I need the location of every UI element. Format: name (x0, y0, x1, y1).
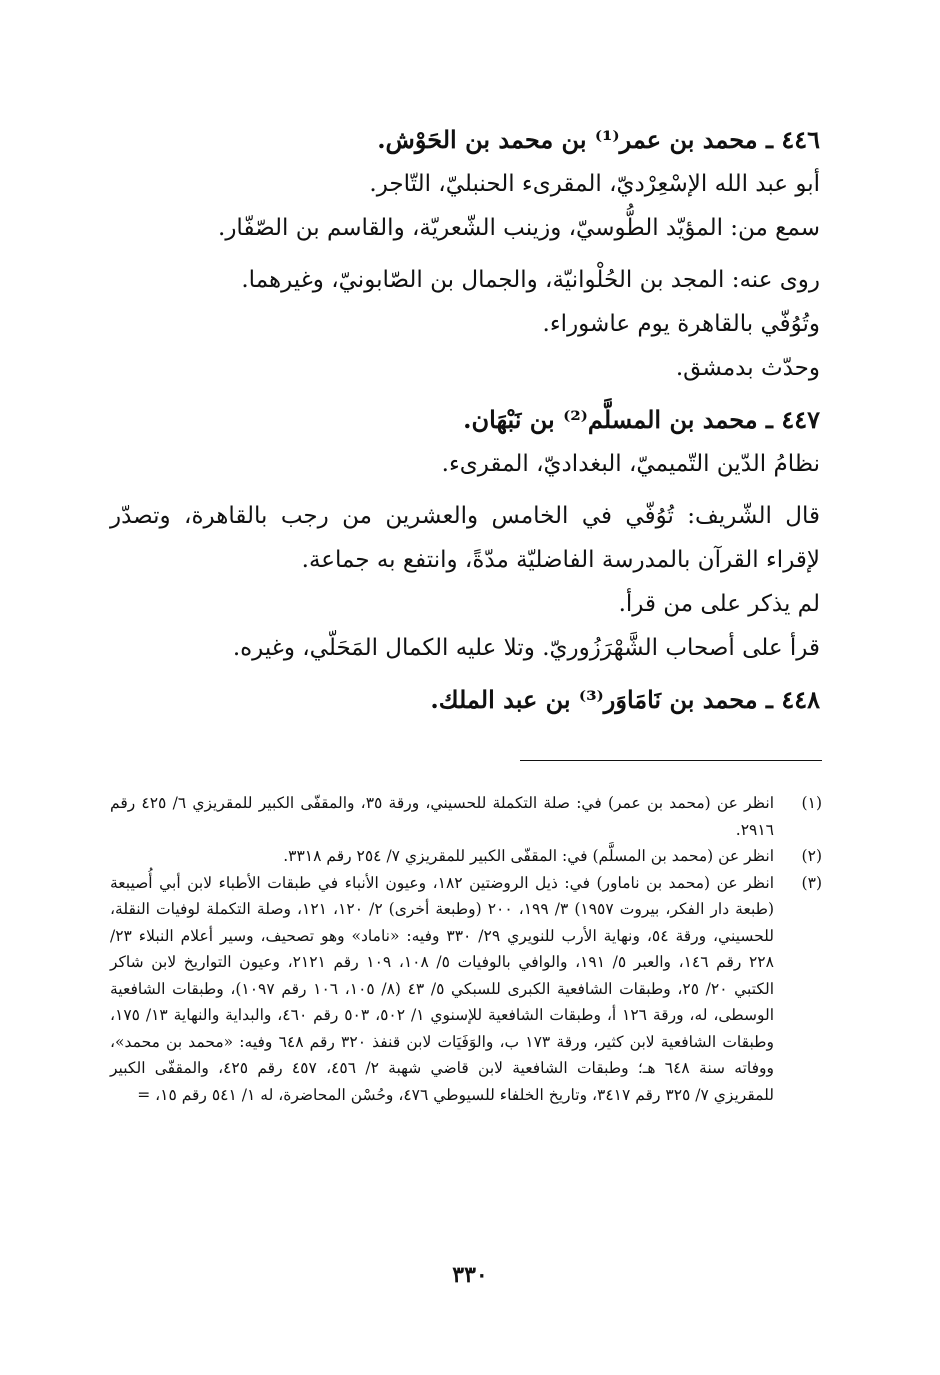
entry-446-line: وتُوُفّي بالقاهرة يوم عاشوراء. (542, 311, 820, 337)
footnote-number: (٣) (801, 873, 822, 892)
entry-heading-446: ٤٤٦ ـ محمد بن عمر⁽¹⁾ بن محمد بن الحَوْش. (377, 125, 820, 154)
entry-447-line: لإقراء القرآن بالمدرسة الفاضليّة مدّةً، وانتفع به جماعة. (301, 547, 820, 573)
page-number: ٣٣٠ (452, 1262, 488, 1288)
entry-446-line: أبو عبد الله الإسْعِرْديّ، المقرىء الحنبليّ، التّاجر. (369, 171, 820, 197)
entry-447-line: قرأ على أصحاب الشَّهْرَزُوريّ. وتلا عليه الكمال المَحَلّي، وغيره. (232, 635, 820, 661)
footnote-number: (٢) (801, 847, 822, 865)
footnote-2 (110, 843, 822, 870)
footnote-text: انظر عن (محمد بن المسلَّم) في: المقفّى الكبير للمقريزي ٧/ ٢٥٤ رقم ٣٣١٨. (283, 847, 774, 865)
footnote-3 (110, 870, 822, 1109)
entry-heading-447: ٤٤٧ ـ محمد بن المسلَّم⁽²⁾ بن نَبْهَان. (463, 405, 820, 434)
footnote-text: انظر عن (محمد بن عمر) في: صلة التكملة للحسيني، ورقة ٣٥، والمقفّى الكبير للمقريزي ٦/ ٤٢٥ رقم ٢٩١٦. (110, 794, 775, 839)
footnotes (110, 790, 822, 1108)
footnote-separator (520, 760, 822, 761)
entry-446-line: روى عنه: المجد بن الحُلْوانيّة، والجمال بن الصّابونيّ، وغيرهما. (241, 267, 820, 293)
entry-447-line: قال الشّريف: تُوُفّي في الخامس والعشرين من رجب بالقاهرة، وتصدّر (110, 503, 820, 529)
entry-446-line: سمع من: المؤيّد الطُّوسيّ، وزينب الشّعريّة، والقاسم بن الصّفّار. (218, 215, 820, 241)
footnote-1 (110, 790, 822, 843)
footnote-number: (١) (801, 794, 822, 812)
footnote-text: انظر عن (محمد بن ناماور) في: ذيل الروضتين ١٨٢، وعيون الأنباء في طبقات الأطباء لابن أبي أُصيبعة (طبعة دار الفكر، بيروت ١٩٥٧) ٣/ ١٩٩، ٢٠٠ (وطبعة أخرى) ٢/ ١٢٠، ١٢١، وصلة التكملة لوفيات النقلة، للحسيني، ورقة ٥٤، ونهاية الأرب للنويري ٢٩/ ٣٣٠ وفيه: «ناماد» وهو تصحيف، وسير أعلام النبلاء ٢٣/ ٢٢٨ رقم ١٤٦، والعبر ٥/ ١٩١، والوافي بالوفيات ٥/ ١٠٨، ١٠٩ رقم ٢١٢١، وعيون التواريخ لابن شاكر الكتبي ٢٠/ ٢٥، وطبقات الشافعية الكبرى للسبكي ٥/ ٤٣ (٨/ ١٠٥، ١٠٦ رقم ١٠٩٧)، وطبقات الشافعية الوسطى، له، ورقة ١٢٦ أ، وطبقات الشافعية للإسنوي ١/ ٥٠٢، ٥٠٣ رقم ٤٦٠، والبداية والنهاية ١٣/ ١٧٥، وطبقات الشافعية لابن كثير، ورقة ١٧٣ ب، والوَفَيَات لابن قنفذ ٣٢٠ رقم ٦٤٨ وفيه: «محمد بن محمد»، ووفاته سنة ٦٤٨ هـ؛ وطبقات الشافعية لابن قاضي شهبة ٢/ ٤٥٦، ٤٥٧ رقم ٤٢٥، والمقفّى الكبير للمقريزي ٧/ ٣٢٥ رقم ٣٤١٧، وتاريخ الخلفاء للسيوطي ٤٧٦، وحُسْن المحاضرة، له ١/ ٥٤١ رقم ١٥، = (110, 873, 775, 1104)
entry-447-line: لم يذكر على من قرأ. (618, 591, 820, 617)
entry-heading-448: ٤٤٨ ـ محمد بن نَامَاوَر⁽³⁾ بن عبد الملك. (430, 685, 820, 714)
main-text (110, 118, 820, 722)
entry-446-line: وحدّث بدمشق. (675, 355, 820, 381)
entry-447-line: نظامُ الدّين التّميميّ، البغداديّ، المقرىء. (441, 451, 820, 477)
